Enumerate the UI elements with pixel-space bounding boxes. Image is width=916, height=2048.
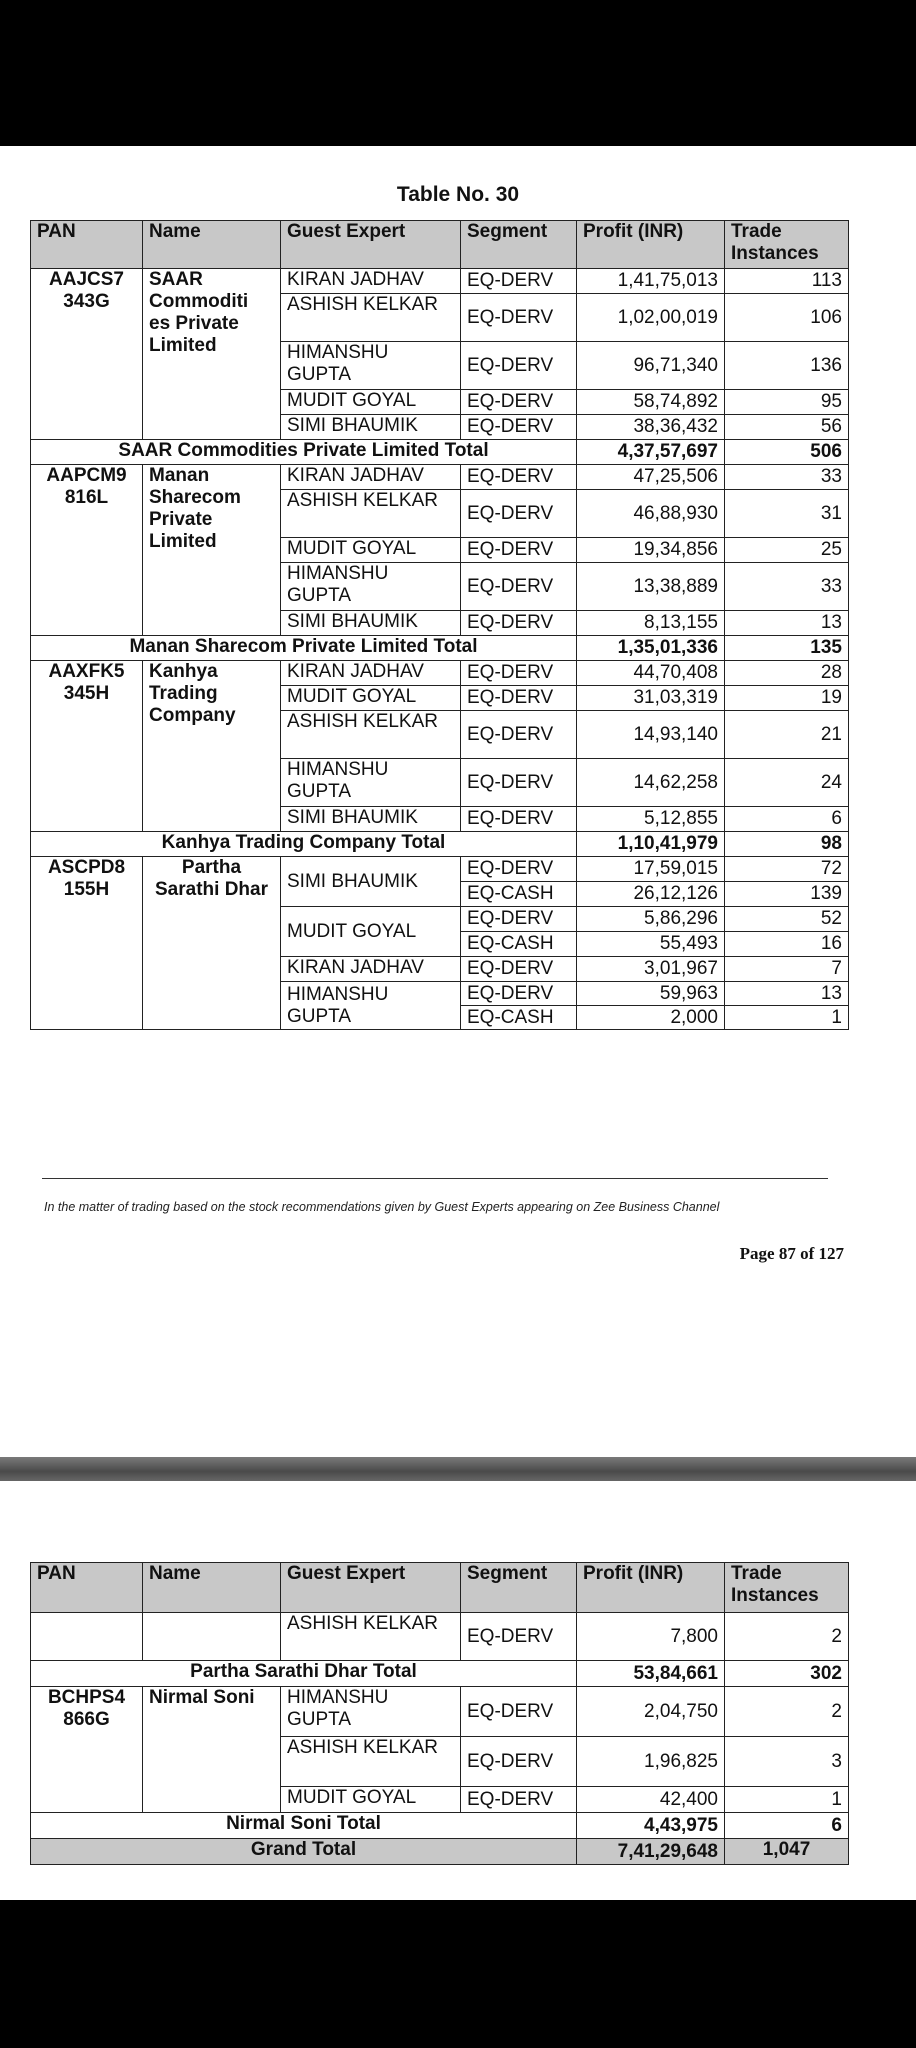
segment-cell: EQ-CASH bbox=[461, 1006, 577, 1030]
segment-cell: EQ-DERV bbox=[461, 342, 577, 390]
header-profit: Profit (INR) bbox=[577, 221, 725, 269]
header-segment: Segment bbox=[461, 1563, 577, 1613]
expert-cell: KIRAN JADHAV bbox=[281, 661, 461, 686]
segment-cell: EQ-DERV bbox=[461, 711, 577, 759]
profit-cell: 5,86,296 bbox=[577, 907, 725, 932]
segment-cell: EQ-DERV bbox=[461, 611, 577, 636]
subtotal-trades: 302 bbox=[725, 1661, 849, 1687]
segment-cell: EQ-DERV bbox=[461, 1613, 577, 1661]
table-row bbox=[31, 1687, 849, 1737]
subtotal-row bbox=[31, 1661, 849, 1687]
segment-cell: EQ-DERV bbox=[461, 661, 577, 686]
profit-cell: 46,88,930 bbox=[577, 490, 725, 538]
subtotal-trades: 98 bbox=[725, 832, 849, 857]
profit-cell: 7,800 bbox=[577, 1613, 725, 1661]
name-cell: Kanhya Trading Company bbox=[143, 661, 281, 832]
expert-cell: ASHISH KELKAR bbox=[281, 294, 461, 342]
trades-cell: 56 bbox=[725, 415, 849, 440]
profit-cell: 5,12,855 bbox=[577, 807, 725, 832]
footer-divider bbox=[42, 1178, 828, 1179]
header-guest-expert: Guest Expert bbox=[281, 221, 461, 269]
header-guest-expert: Guest Expert bbox=[281, 1563, 461, 1613]
segment-cell: EQ-DERV bbox=[461, 1787, 577, 1813]
page-number: Page 87 of 127 bbox=[739, 1244, 844, 1263]
subtotal-label: Nirmal Soni Total bbox=[31, 1813, 577, 1839]
name-cell: Partha Sarathi Dhar bbox=[143, 857, 281, 1030]
trades-cell: 7 bbox=[725, 957, 849, 982]
segment-cell: EQ-DERV bbox=[461, 982, 577, 1006]
table-title: Table No. 30 bbox=[396, 183, 520, 206]
profit-cell: 13,38,889 bbox=[577, 563, 725, 611]
expert-cell: MUDIT GOYAL bbox=[281, 907, 461, 957]
expert-cell: HIMANSHU GUPTA bbox=[281, 1687, 461, 1737]
profit-cell: 44,70,408 bbox=[577, 661, 725, 686]
table-row bbox=[31, 661, 849, 686]
segment-cell: EQ-DERV bbox=[461, 759, 577, 807]
page-separator bbox=[0, 1457, 916, 1481]
subtotal-profit: 1,35,01,336 bbox=[577, 636, 725, 661]
header-trade-instances: Trade Instances bbox=[725, 221, 849, 269]
profit-cell: 3,01,967 bbox=[577, 957, 725, 982]
trades-cell: 33 bbox=[725, 465, 849, 490]
expert-cell: MUDIT GOYAL bbox=[281, 538, 461, 563]
expert-cell: KIRAN JADHAV bbox=[281, 465, 461, 490]
trades-cell: 19 bbox=[725, 686, 849, 711]
table-row bbox=[31, 1613, 849, 1661]
segment-cell: EQ-DERV bbox=[461, 907, 577, 932]
expert-cell: ASHISH KELKAR bbox=[281, 1737, 461, 1787]
profit-cell: 1,96,825 bbox=[577, 1737, 725, 1787]
expert-cell: SIMI BHAUMIK bbox=[281, 857, 461, 907]
segment-cell: EQ-DERV bbox=[461, 490, 577, 538]
segment-cell: EQ-DERV bbox=[461, 294, 577, 342]
expert-cell: HIMANSHU GUPTA bbox=[281, 342, 461, 390]
subtotal-trades: 135 bbox=[725, 636, 849, 661]
grand-total-row bbox=[31, 1839, 849, 1865]
header-profit: Profit (INR) bbox=[577, 1563, 725, 1613]
trades-cell: 1 bbox=[725, 1787, 849, 1813]
profit-cell: 2,000 bbox=[577, 1006, 725, 1030]
subtotal-label: Kanhya Trading Company Total bbox=[31, 832, 577, 857]
pan-cell: BCHPS4 866G bbox=[31, 1687, 143, 1813]
trades-cell: 16 bbox=[725, 932, 849, 957]
header-row bbox=[31, 1563, 849, 1613]
header-pan: PAN bbox=[31, 221, 143, 269]
header-name: Name bbox=[143, 1563, 281, 1613]
segment-cell: EQ-DERV bbox=[461, 563, 577, 611]
segment-cell: EQ-DERV bbox=[461, 1737, 577, 1787]
trades-cell: 13 bbox=[725, 982, 849, 1006]
profit-cell: 47,25,506 bbox=[577, 465, 725, 490]
table-row bbox=[31, 465, 849, 490]
subtotal-profit: 53,84,661 bbox=[577, 1661, 725, 1687]
segment-cell: EQ-DERV bbox=[461, 1687, 577, 1737]
segment-cell: EQ-DERV bbox=[461, 957, 577, 982]
trades-cell: 6 bbox=[725, 807, 849, 832]
expert-cell: MUDIT GOYAL bbox=[281, 390, 461, 415]
profit-cell: 38,36,432 bbox=[577, 415, 725, 440]
trades-cell: 2 bbox=[725, 1613, 849, 1661]
header-trade-instances: Trade Instances bbox=[725, 1563, 849, 1613]
table-row bbox=[31, 857, 849, 882]
subtotal-label: Partha Sarathi Dhar Total bbox=[31, 1661, 577, 1687]
profit-cell: 26,12,126 bbox=[577, 882, 725, 907]
trades-cell: 72 bbox=[725, 857, 849, 882]
expert-cell: KIRAN JADHAV bbox=[281, 269, 461, 294]
trades-cell: 28 bbox=[725, 661, 849, 686]
expert-cell: HIMANSHU GUPTA bbox=[281, 563, 461, 611]
trades-cell: 113 bbox=[725, 269, 849, 294]
trades-cell: 52 bbox=[725, 907, 849, 932]
trades-cell: 3 bbox=[725, 1737, 849, 1787]
trades-cell: 136 bbox=[725, 342, 849, 390]
trades-cell: 21 bbox=[725, 711, 849, 759]
expert-cell: KIRAN JADHAV bbox=[281, 957, 461, 982]
segment-cell: EQ-DERV bbox=[461, 390, 577, 415]
footer-note: In the matter of trading based on the stock recommendations given by Guest Experts appearing on Zee Business Channel bbox=[44, 1200, 720, 1214]
profit-cell: 2,04,750 bbox=[577, 1687, 725, 1737]
trades-cell: 24 bbox=[725, 759, 849, 807]
subtotal-profit: 4,43,975 bbox=[577, 1813, 725, 1839]
expert-cell: HIMANSHU GUPTA bbox=[281, 982, 461, 1030]
trades-cell: 31 bbox=[725, 490, 849, 538]
table-row bbox=[31, 269, 849, 294]
segment-cell: EQ-DERV bbox=[461, 538, 577, 563]
header-pan: PAN bbox=[31, 1563, 143, 1613]
trades-cell: 13 bbox=[725, 611, 849, 636]
trades-cell: 95 bbox=[725, 390, 849, 415]
segment-cell: EQ-DERV bbox=[461, 415, 577, 440]
segment-cell: EQ-DERV bbox=[461, 686, 577, 711]
segment-cell: EQ-CASH bbox=[461, 932, 577, 957]
profit-cell: 17,59,015 bbox=[577, 857, 725, 882]
profit-cell: 55,493 bbox=[577, 932, 725, 957]
subtotal-label: SAAR Commodities Private Limited Total bbox=[31, 440, 577, 465]
trades-cell: 139 bbox=[725, 882, 849, 907]
subtotal-row bbox=[31, 636, 849, 661]
expert-cell: SIMI BHAUMIK bbox=[281, 807, 461, 832]
profit-cell: 58,74,892 bbox=[577, 390, 725, 415]
data-table-page-88 bbox=[30, 1562, 849, 1865]
profit-cell: 1,02,00,019 bbox=[577, 294, 725, 342]
pan-cell: AAJCS7 343G bbox=[31, 269, 143, 440]
profit-cell: 8,13,155 bbox=[577, 611, 725, 636]
name-cell: Nirmal Soni bbox=[143, 1687, 281, 1813]
header-name: Name bbox=[143, 221, 281, 269]
name-cell: Manan Sharecom Private Limited bbox=[143, 465, 281, 636]
profit-cell: 14,93,140 bbox=[577, 711, 725, 759]
pan-cell bbox=[31, 1613, 143, 1661]
profit-cell: 19,34,856 bbox=[577, 538, 725, 563]
top-black-bar bbox=[0, 0, 916, 146]
subtotal-label: Manan Sharecom Private Limited Total bbox=[31, 636, 577, 661]
expert-cell: HIMANSHU GUPTA bbox=[281, 759, 461, 807]
trades-cell: 2 bbox=[725, 1687, 849, 1737]
trades-cell: 33 bbox=[725, 563, 849, 611]
profit-cell: 14,62,258 bbox=[577, 759, 725, 807]
expert-cell: ASHISH KELKAR bbox=[281, 1613, 461, 1661]
subtotal-row bbox=[31, 832, 849, 857]
expert-cell: SIMI BHAUMIK bbox=[281, 611, 461, 636]
trades-cell: 106 bbox=[725, 294, 849, 342]
expert-cell: MUDIT GOYAL bbox=[281, 686, 461, 711]
pan-cell: AAPCM9 816L bbox=[31, 465, 143, 636]
segment-cell: EQ-DERV bbox=[461, 807, 577, 832]
subtotal-row bbox=[31, 440, 849, 465]
segment-cell: EQ-CASH bbox=[461, 882, 577, 907]
subtotal-trades: 6 bbox=[725, 1813, 849, 1839]
expert-cell: ASHISH KELKAR bbox=[281, 711, 461, 759]
profit-cell: 31,03,319 bbox=[577, 686, 725, 711]
segment-cell: EQ-DERV bbox=[461, 465, 577, 490]
subtotal-profit: 1,10,41,979 bbox=[577, 832, 725, 857]
trades-cell: 1 bbox=[725, 1006, 849, 1030]
profit-cell: 96,71,340 bbox=[577, 342, 725, 390]
subtotal-row bbox=[31, 1813, 849, 1839]
expert-cell: MUDIT GOYAL bbox=[281, 1787, 461, 1813]
profit-cell: 42,400 bbox=[577, 1787, 725, 1813]
name-cell bbox=[143, 1613, 281, 1661]
expert-cell: SIMI BHAUMIK bbox=[281, 415, 461, 440]
name-cell: SAAR Commoditi es Private Limited bbox=[143, 269, 281, 440]
header-row bbox=[31, 221, 849, 269]
trades-cell: 25 bbox=[725, 538, 849, 563]
grand-total-trades: 1,047 bbox=[725, 1839, 849, 1865]
header-segment: Segment bbox=[461, 221, 577, 269]
expert-cell: ASHISH KELKAR bbox=[281, 490, 461, 538]
pan-cell: AAXFK5 345H bbox=[31, 661, 143, 832]
profit-cell: 1,41,75,013 bbox=[577, 269, 725, 294]
segment-cell: EQ-DERV bbox=[461, 269, 577, 294]
bottom-black-bar bbox=[0, 1900, 916, 2048]
grand-total-label: Grand Total bbox=[31, 1839, 577, 1865]
data-table-page-87 bbox=[30, 220, 849, 1030]
segment-cell: EQ-DERV bbox=[461, 857, 577, 882]
grand-total-profit: 7,41,29,648 bbox=[577, 1839, 725, 1865]
pan-cell: ASCPD8 155H bbox=[31, 857, 143, 1030]
subtotal-trades: 506 bbox=[725, 440, 849, 465]
subtotal-profit: 4,37,57,697 bbox=[577, 440, 725, 465]
profit-cell: 59,963 bbox=[577, 982, 725, 1006]
